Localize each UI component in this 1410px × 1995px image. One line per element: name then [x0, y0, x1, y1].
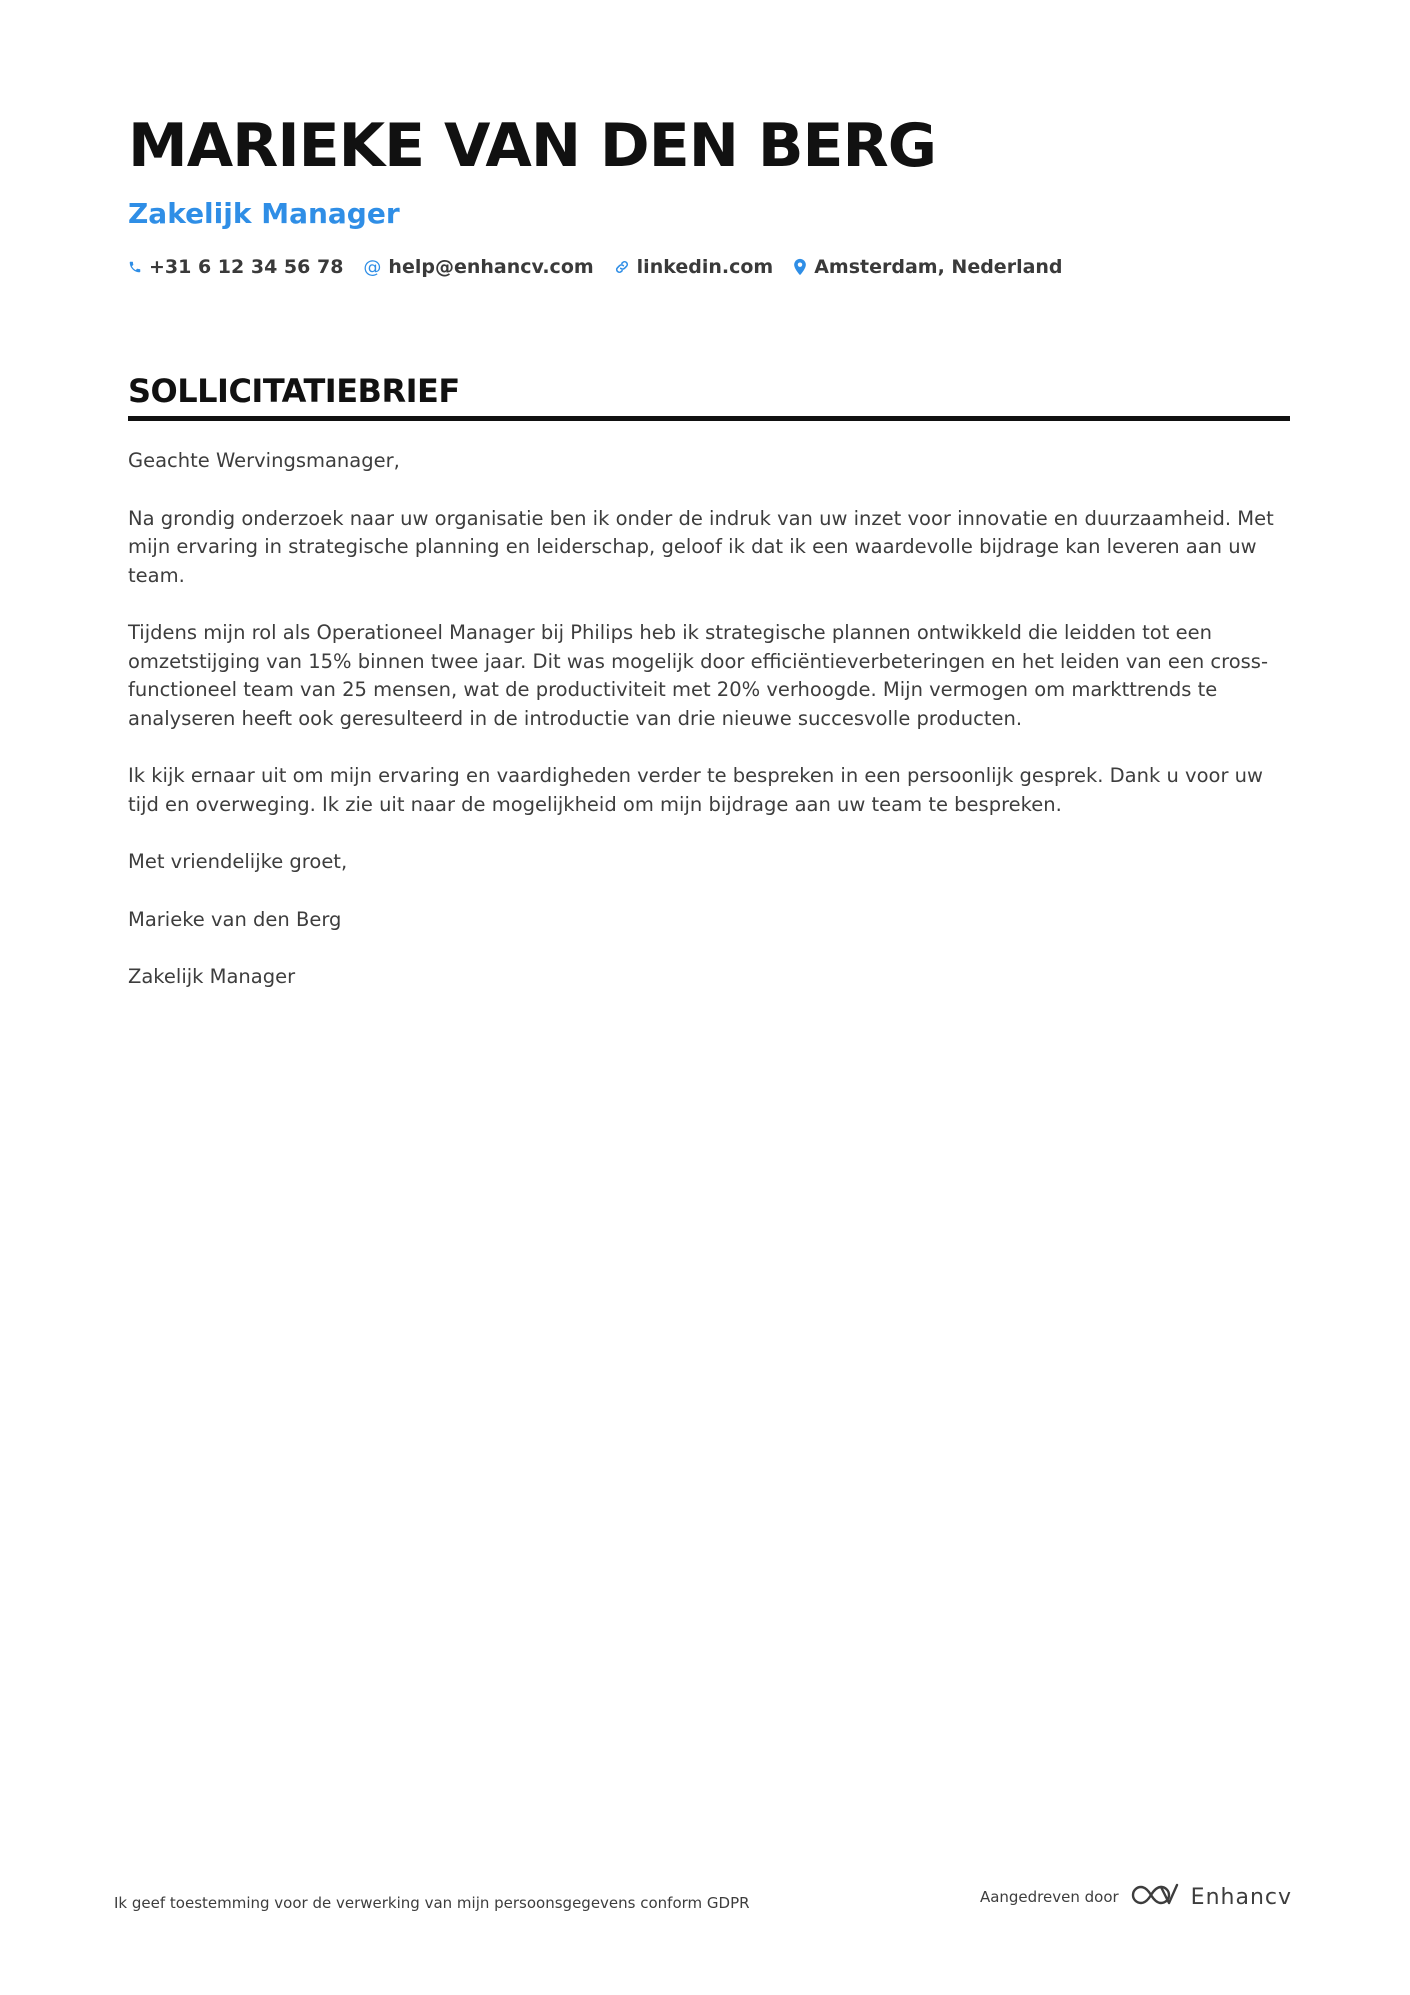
applicant-title: Zakelijk Manager [128, 197, 400, 230]
letter-section [128, 370, 1290, 1021]
gdpr-consent-text: Ik geef toestemming voor de verwerking van mijn persoonsgegevens conform GDPR [114, 1894, 750, 1912]
letter-paragraph: Ik kijk ernaar uit om mijn ervaring en vaardigheden verder te bespreken in een persoonlijk gesprek. Dank u voor uw tijd en overweging. Ik zie uit naar de mogelijkheid om mijn bijdrage aan uw team te bespreken. [128, 764, 1263, 816]
signature-title: Zakelijk Manager [128, 965, 296, 988]
phone-number[interactable]: +31 6 12 34 56 78 [149, 256, 344, 278]
letter-paragraph: Na grondig onderzoek naar uw organisatie ben ik onder de indruk van uw inzet voor innovatie en duurzaamheid. Met mijn ervaring in strategische planning en leiderschap, geloof ik dat ik een waardevolle bijdrage kan leveren aan uw team. [128, 506, 1274, 587]
email-address[interactable]: help@enhancv.com [388, 256, 594, 278]
at-icon: @ [363, 256, 382, 278]
header [128, 108, 1288, 278]
contact-location [793, 256, 1062, 278]
linkedin-link[interactable]: linkedin.com [636, 256, 774, 278]
contact-linkedin [614, 256, 774, 278]
letter-body [128, 447, 1290, 992]
contact-phone [128, 256, 343, 278]
enhancv-logo-icon[interactable] [1131, 1882, 1179, 1912]
powered-by [980, 1882, 1292, 1912]
contact-email [363, 256, 593, 278]
enhancv-brand-name[interactable]: Enhancv [1190, 1884, 1292, 1910]
powered-by-label: Aangedreven door [979, 1888, 1119, 1906]
contact-bar [128, 256, 1288, 278]
letter-closing: Met vriendelijke groet, [128, 850, 348, 873]
applicant-name: MARIEKE VAN DEN BERG [128, 111, 936, 181]
signature-name: Marieke van den Berg [128, 907, 342, 931]
section-divider [128, 416, 1290, 421]
link-icon [614, 259, 630, 275]
letter-salutation: Geachte Wervingsmanager, [128, 449, 400, 472]
section-title: SOLLICITATIEBRIEF [128, 372, 460, 410]
location-text: Amsterdam, Nederland [814, 256, 1063, 278]
location-pin-icon [793, 258, 807, 276]
letter-paragraph: Tijdens mijn rol als Operationeel Manager bij Philips heb ik strategische plannen ontwikkeld die leidden tot een omzetstijging van 15% binnen twee jaar. Dit was mogelijk door efficiëntieverbeteringen en het leiden van een cross-functioneel team van 25 mensen, wat de productiviteit met 20% verhoogde. Mijn vermogen om markttrends te analyseren heeft ook geresulteerd in de introductie van drie nieuwe succesvolle producten. [128, 621, 1269, 730]
phone-icon [128, 260, 142, 274]
